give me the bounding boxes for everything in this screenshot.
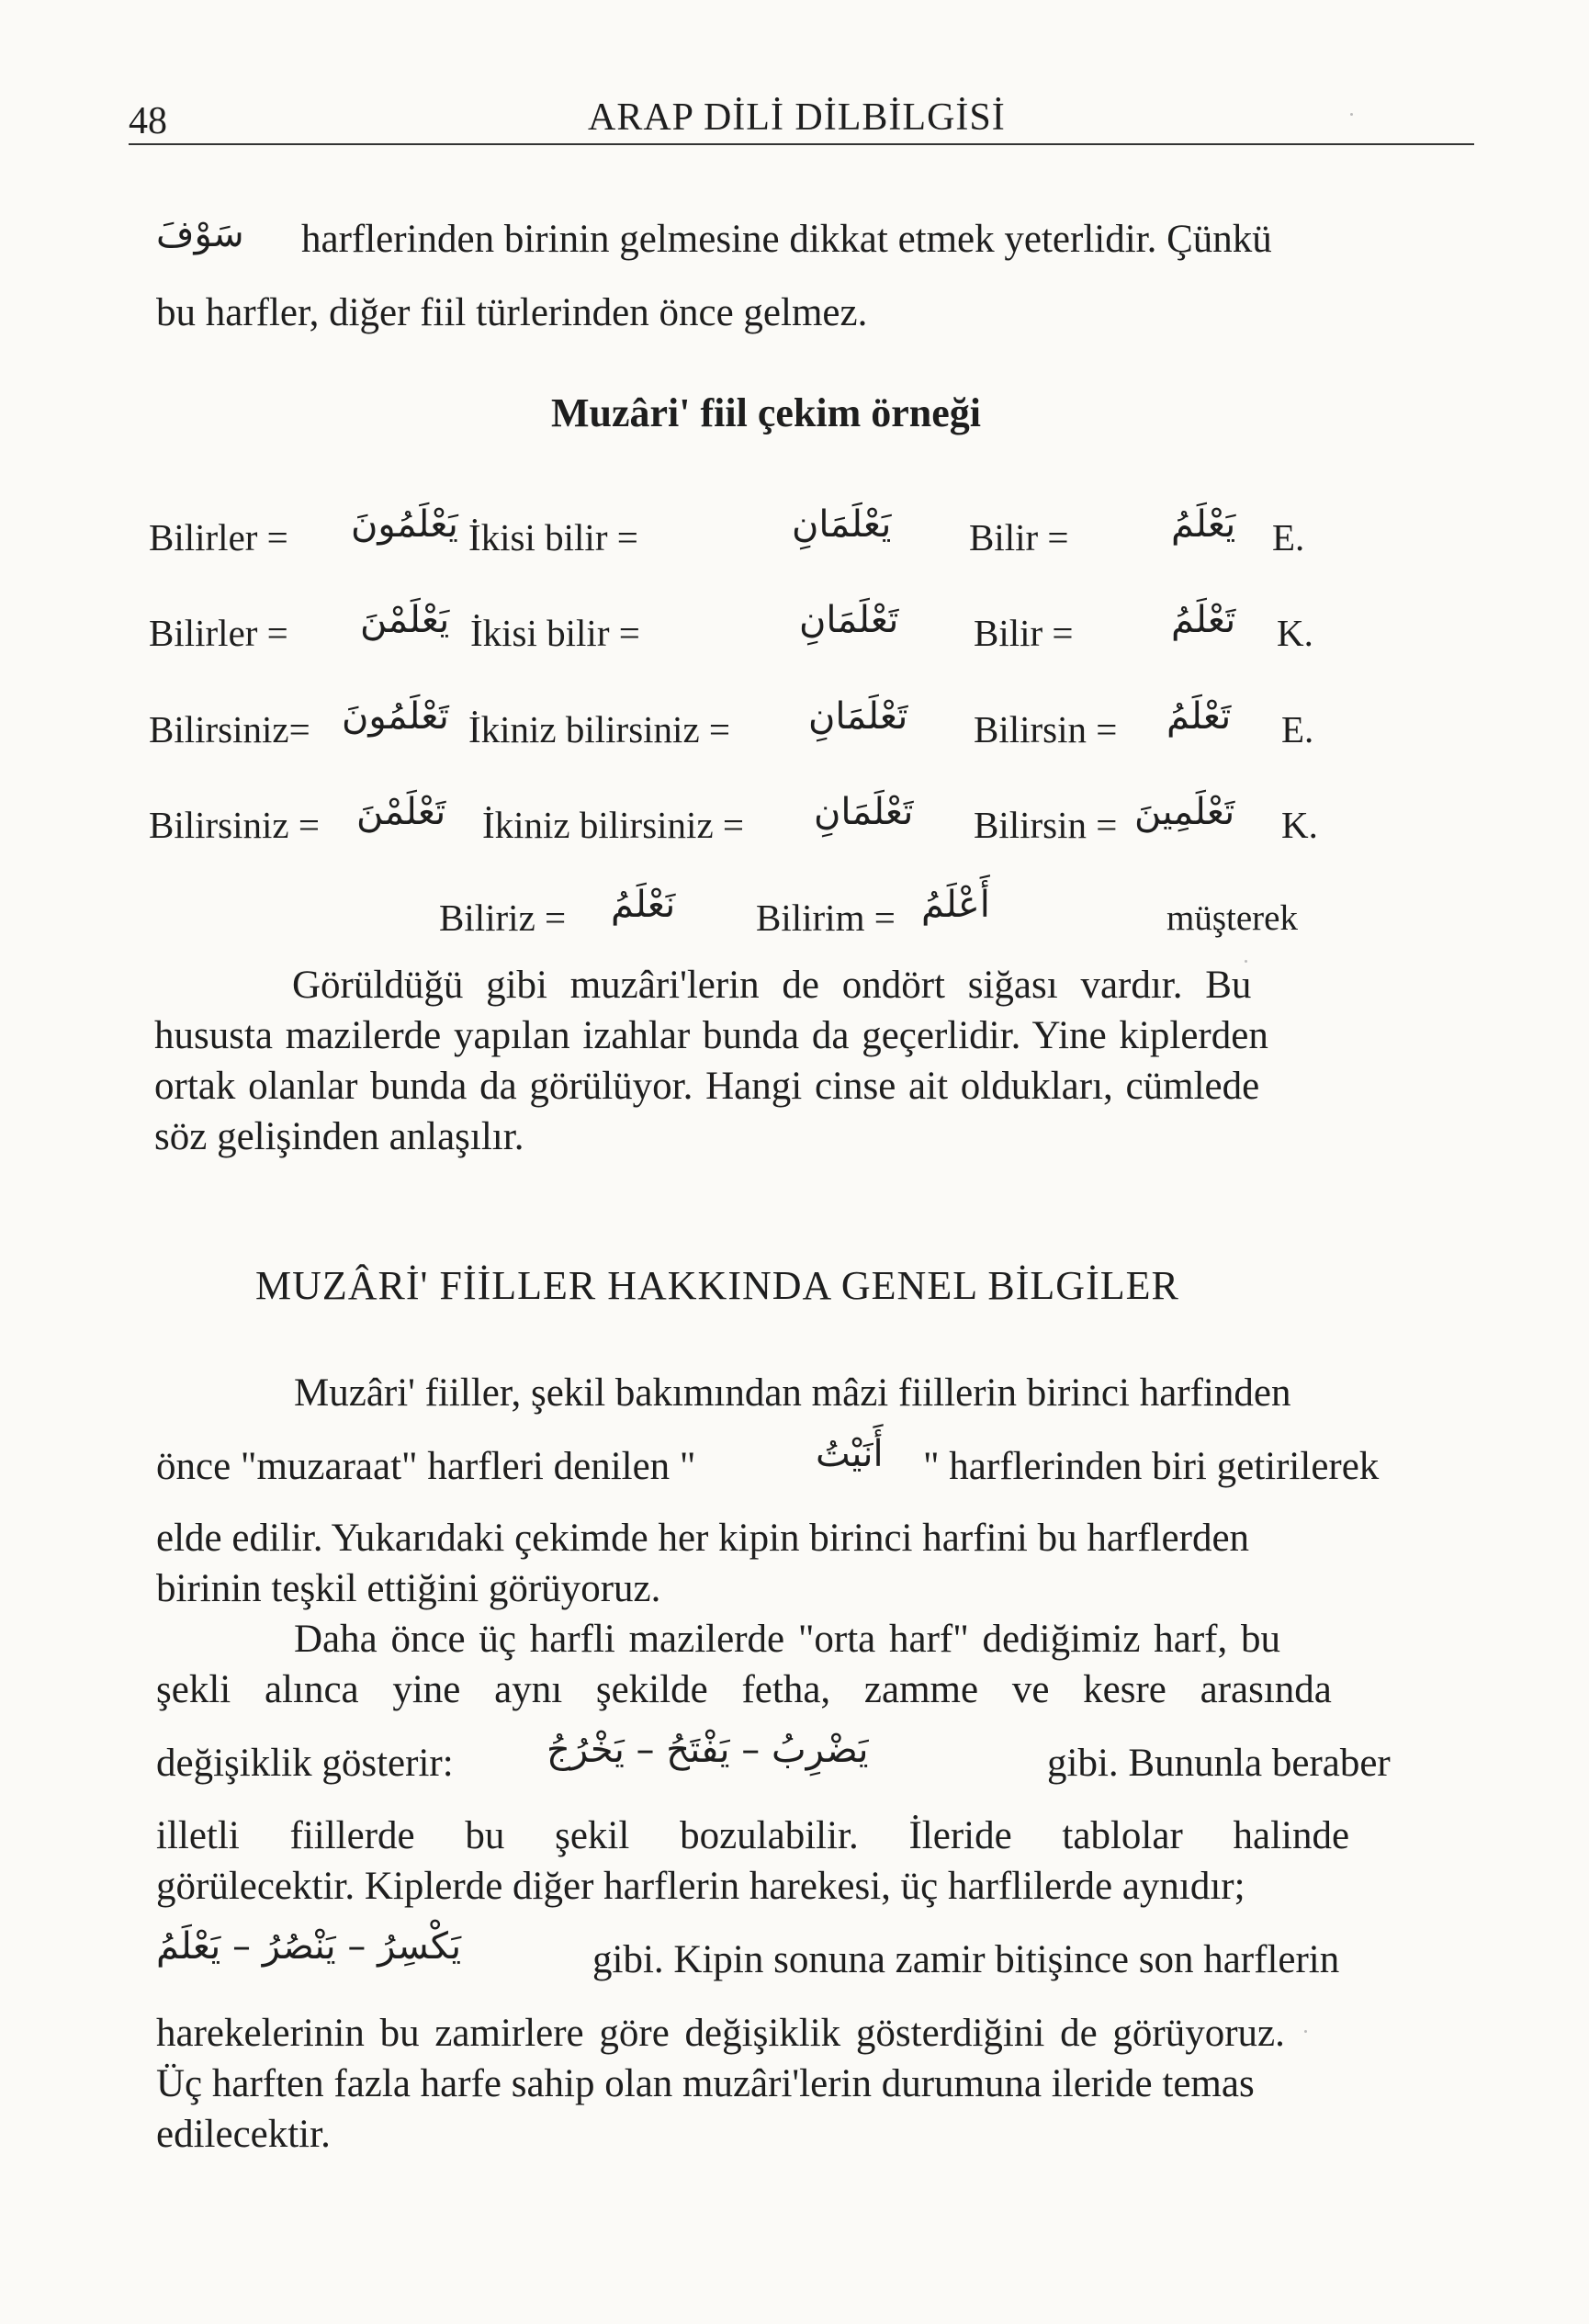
conj-row-1-dual-ar: يَعْلَمَانِ [792, 503, 892, 546]
conj-row-1-dual-label: İkisi bilir = [468, 516, 638, 558]
conj-row-3-plural-label: Bilirsiniz= [149, 708, 310, 750]
section-title: MUZÂRİ' FİİLLER HAKKINDA GENEL BİLGİLER [255, 1263, 1179, 1308]
conj-row-3-sing-label: Bilirsin = [974, 708, 1118, 750]
conj-row-2-plural-label: Bilirler = [149, 612, 288, 654]
conj-row-2-sing-ar: تَعْلَمُ [1171, 599, 1236, 641]
conj-row-4-dual-label: İkiniz bilirsiniz = [482, 804, 745, 846]
conj-we-label: Biliriz = [439, 897, 567, 939]
para3-line-4: illetli fiillerde bu şekil bozulabilir. İleride tablolar halinde [156, 1814, 1350, 1857]
para2-line-2-arabic: أَنَيْتُ [816, 1433, 884, 1475]
conj-row-4-sing-label: Bilirsin = [974, 804, 1118, 846]
para1-line-4: söz gelişinden anlaşılır. [154, 1115, 524, 1158]
para2-line-2-after: " harflerinden biri getirilerek [923, 1445, 1380, 1488]
para3-line-5: görülecektir. Kiplerde diğer harflerin harekesi, üç harflilerde aynıdır; [156, 1865, 1245, 1908]
conj-row-4-plural-ar: تَعْلَمْنَ [356, 791, 446, 833]
para2-line-4: birinin teşkil ettiğini görüyoruz. [156, 1567, 661, 1610]
conj-row-1-plural-ar: يَعْلَمُونَ [351, 503, 458, 546]
para3-line-9: edilecektir. [156, 2113, 331, 2156]
para3-line-6-after: gibi. Kipin sonuna zamir bitişince son harflerin [592, 1938, 1340, 1981]
running-title: ARAP DİLİ DİLBİLGİSİ [588, 96, 1006, 139]
intro-arabic-word: سَوْفَ [156, 213, 244, 255]
conj-row-3-plural-ar: تَعْلَمُونَ [342, 695, 449, 738]
conj-we-ar: نَعْلَمُ [611, 884, 676, 926]
conj-row-3-dual-label: İkiniz bilirsiniz = [468, 708, 731, 750]
conj-row-1-gender: E. [1272, 516, 1305, 558]
para2-line-1: Muzâri' fiiller, şekil bakımından mâzi fiillerin birinci harfinden [294, 1371, 1291, 1415]
scan-speck [1304, 2030, 1307, 2033]
para1-line-3: ortak olanlar bunda da görülüyor. Hangi cinse ait oldukları, cümlede [154, 1065, 1260, 1108]
conjugation-heading: Muzâri' fiil çekim örneği [551, 390, 981, 435]
conj-i-ar: أَعْلَمُ [921, 884, 990, 926]
page-number: 48 [129, 100, 167, 142]
conj-row-3-sing-ar: تَعْلَمُ [1166, 695, 1232, 738]
para2-line-3: elde edilir. Yukarıdaki çekimde her kipin birinci harfini bu harflerden [156, 1517, 1250, 1560]
para1-line-1: Görüldüğü gibi muzâri'lerin de ondört siğası vardır. Bu [292, 964, 1252, 1007]
scan-speck [1350, 113, 1353, 116]
conj-row-4-gender: K. [1281, 804, 1318, 846]
conj-common-label: müşterek [1166, 898, 1298, 938]
conj-i-label: Bilirim = [756, 897, 896, 939]
conj-row-4-dual-ar: تَعْلَمَانِ [814, 791, 914, 833]
conj-row-2-plural-ar: يَعْلَمْنَ [360, 599, 450, 641]
conj-row-1-sing-ar: يَعْلَمُ [1171, 503, 1236, 546]
conj-row-2-dual-label: İkisi bilir = [470, 612, 640, 654]
conj-row-2-gender: K. [1277, 612, 1313, 654]
para3-line-8: Üç harften fazla harfe sahip olan muzâri'lerin durumuna ileride temas [156, 2062, 1255, 2105]
conj-row-4-sing-ar: تَعْلَمِينَ [1134, 791, 1235, 833]
conj-row-1-sing-label: Bilir = [969, 516, 1069, 558]
conj-row-4-plural-label: Bilirsiniz = [149, 804, 320, 846]
para3-line-2: şekli alınca yine aynı şekilde fetha, zamme ve kesre arasında [156, 1668, 1332, 1711]
para3-line-7: harekelerinin bu zamirlere göre değişiklik gösterdiğini de görüyoruz. [156, 2012, 1285, 2055]
conj-row-2-sing-label: Bilir = [974, 612, 1074, 654]
para3-line-3-before: değişiklik gösterir: [156, 1742, 454, 1785]
conj-row-3-gender: E. [1281, 708, 1314, 750]
intro-line-2: bu harfler, diğer fiil türlerinden önce gelmez. [156, 291, 868, 334]
conj-row-1-plural-label: Bilirler = [149, 516, 288, 558]
header-rule [129, 143, 1474, 145]
intro-line-1: harflerinden birinin gelmesine dikkat etmek yeterlidir. Çünkü [301, 218, 1272, 261]
conj-row-3-dual-ar: تَعْلَمَانِ [808, 695, 908, 738]
para1-line-2: hususta mazilerde yapılan izahlar bunda da geçerlidir. Yine kiplerden [154, 1014, 1268, 1057]
conj-row-2-dual-ar: تَعْلَمَانِ [799, 599, 899, 641]
para3-line-1: Daha önce üç harfli mazilerde "orta harf" dediğimiz harf, bu [294, 1618, 1280, 1661]
scan-speck [1245, 960, 1247, 963]
para3-line-3-after: gibi. Bununla beraber [1047, 1742, 1391, 1785]
para3-line-3-arabic: يَضْرِبُ – يَفْتَحُ – يَخْرُجُ [547, 1729, 869, 1771]
para2-line-2-before: önce "muzaraat" harfleri denilen " [156, 1445, 696, 1488]
para3-line-6-arabic: يَكْسِرُ – يَنْصُرُ – يَعْلَمُ [156, 1925, 462, 1968]
